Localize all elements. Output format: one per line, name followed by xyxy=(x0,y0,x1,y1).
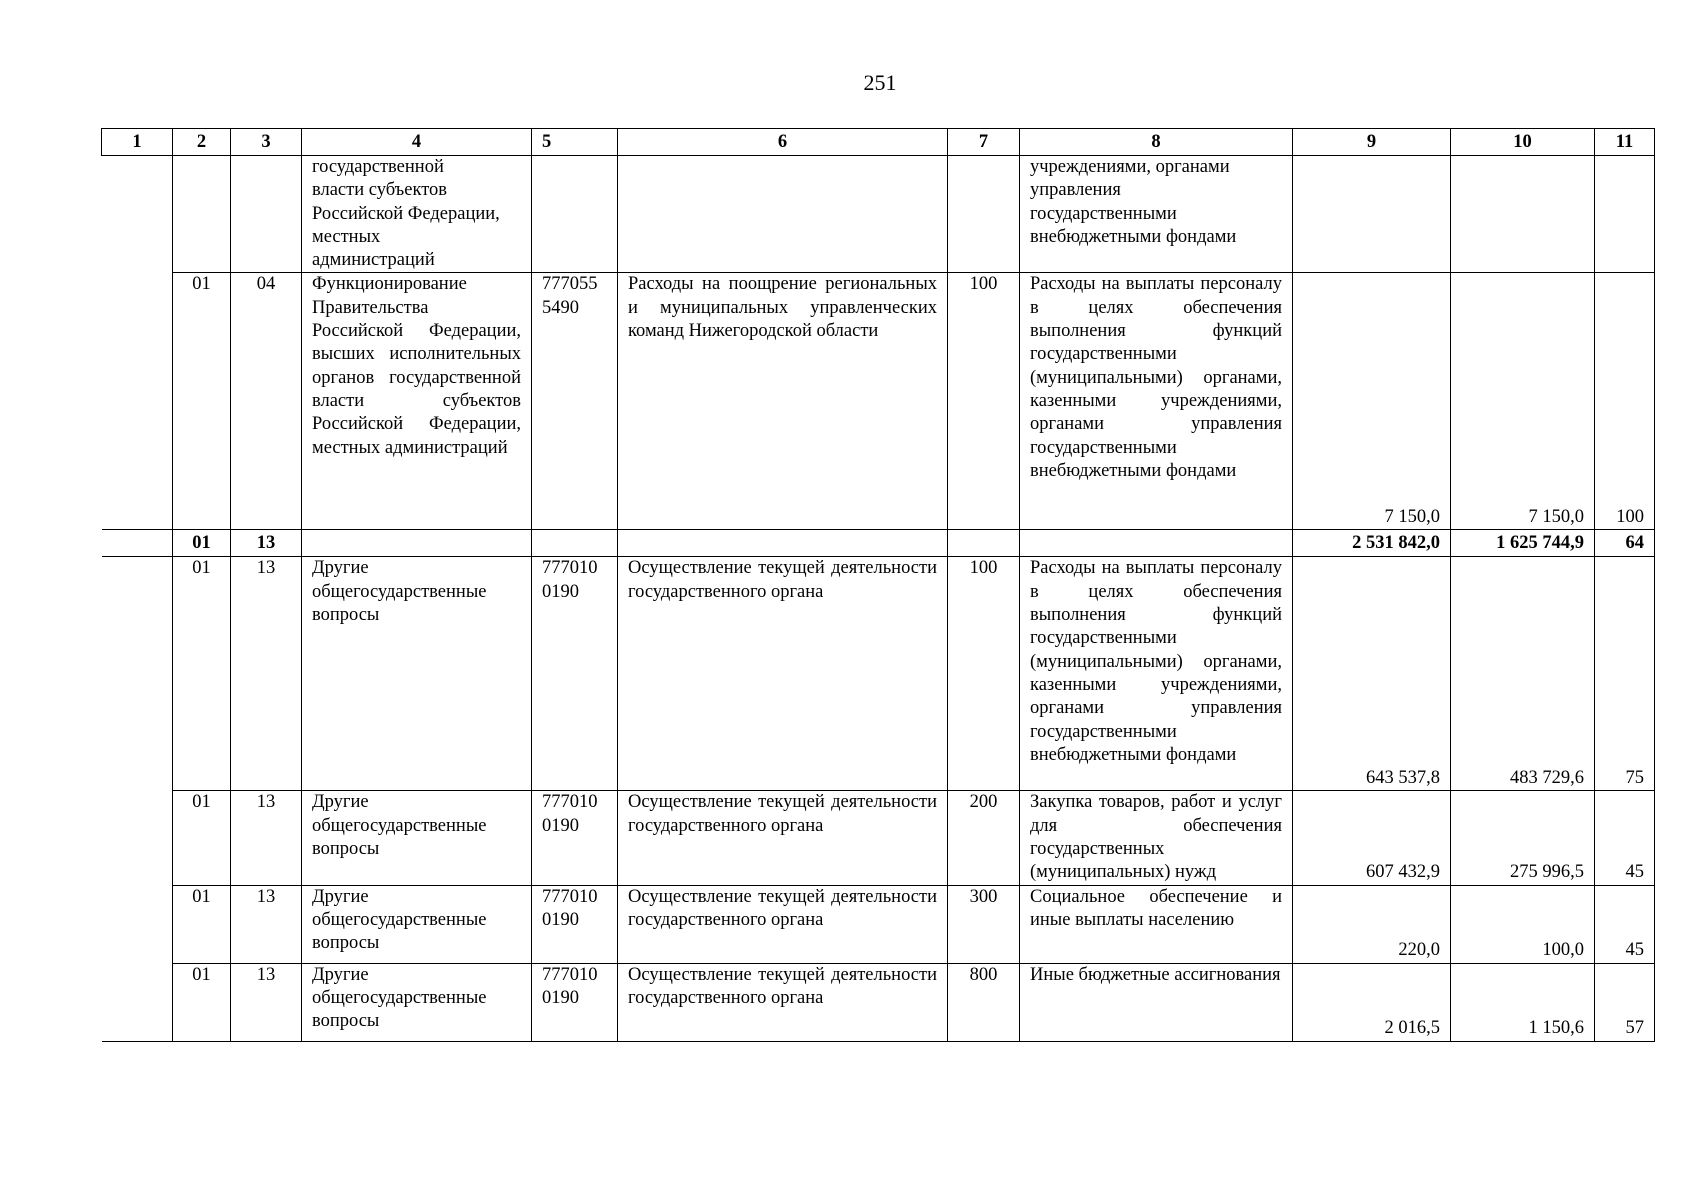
header-cell: 6 xyxy=(618,129,948,156)
cell-percent: 45 xyxy=(1595,885,1655,963)
cell-section xyxy=(102,530,173,557)
header-cell: 10 xyxy=(1451,129,1595,156)
cell-razdel: 01 xyxy=(173,530,231,557)
cell-podrazdel: 13 xyxy=(231,885,302,963)
cell-percent: 45 xyxy=(1595,791,1655,885)
cell-actual: 1 625 744,9 xyxy=(1451,530,1595,557)
cell-name: Другие общегосударственные вопросы xyxy=(302,557,532,791)
cell-target-name: Расходы на поощрение региональных и муниципальных управленческих команд Нижегородской области xyxy=(618,273,948,530)
cell-plan: 607 432,9 xyxy=(1293,791,1451,885)
budget-table xyxy=(101,128,1655,1042)
cell-target-code xyxy=(532,156,618,273)
cell-target-code: 777055 5490 xyxy=(532,273,618,530)
cell-target-name: Осуществление текущей деятельности государственного органа xyxy=(618,963,948,1041)
cell-percent: 75 xyxy=(1595,557,1655,791)
cell-percent: 100 xyxy=(1595,273,1655,530)
cell-plan: 643 537,8 xyxy=(1293,557,1451,791)
cell-expense-type: 100 xyxy=(948,273,1020,530)
cell-razdel: 01 xyxy=(173,963,231,1041)
cell-section xyxy=(102,963,173,1041)
table-row xyxy=(102,963,1655,1041)
table-row xyxy=(102,885,1655,963)
cell-podrazdel: 13 xyxy=(231,791,302,885)
cell-expense-type: 100 xyxy=(948,557,1020,791)
table-row xyxy=(102,557,1655,791)
cell-target-code: 777010 0190 xyxy=(532,885,618,963)
cell-razdel: 01 xyxy=(173,273,231,530)
cell-section xyxy=(102,273,173,530)
cell-name: государственной власти субъектов Российской Федерации, местных администраций xyxy=(302,156,532,273)
cell-target-name xyxy=(618,530,948,557)
cell-target-code: 777010 0190 xyxy=(532,557,618,791)
cell-name xyxy=(302,530,532,557)
header-cell: 11 xyxy=(1595,129,1655,156)
cell-podrazdel xyxy=(231,156,302,273)
cell-target-name: Осуществление текущей деятельности государственного органа xyxy=(618,791,948,885)
cell-expense-type: 200 xyxy=(948,791,1020,885)
table-row xyxy=(102,791,1655,885)
cell-expense-type xyxy=(948,156,1020,273)
cell-actual xyxy=(1451,156,1595,273)
cell-target-code: 777010 0190 xyxy=(532,791,618,885)
cell-expense-name xyxy=(1020,530,1293,557)
cell-target-name xyxy=(618,156,948,273)
cell-section xyxy=(102,791,173,885)
cell-expense-name: Иные бюджетные ассигнования xyxy=(1020,963,1293,1041)
page-number: 251 xyxy=(863,70,897,95)
cell-razdel: 01 xyxy=(173,791,231,885)
cell-percent: 64 xyxy=(1595,530,1655,557)
cell-expense-type xyxy=(948,530,1020,557)
cell-section xyxy=(102,557,173,791)
cell-section xyxy=(102,885,173,963)
cell-plan xyxy=(1293,156,1451,273)
cell-actual: 7 150,0 xyxy=(1451,273,1595,530)
cell-actual: 275 996,5 xyxy=(1451,791,1595,885)
cell-target-code: 777010 0190 xyxy=(532,963,618,1041)
cell-plan: 2 531 842,0 xyxy=(1293,530,1451,557)
cell-percent: 57 xyxy=(1595,963,1655,1041)
cell-percent xyxy=(1595,156,1655,273)
cell-plan: 7 150,0 xyxy=(1293,273,1451,530)
cell-actual: 483 729,6 xyxy=(1451,557,1595,791)
cell-section xyxy=(102,156,173,273)
table-row xyxy=(102,273,1655,530)
cell-expense-name: Расходы на выплаты персоналу в целях обеспечения выполнения функций государственными (муниципальными) органами, казенными учреждениями, органами управления государственными внебюджетными фондами xyxy=(1020,557,1293,791)
cell-target-name: Осуществление текущей деятельности государственного органа xyxy=(618,885,948,963)
cell-razdel: 01 xyxy=(173,885,231,963)
cell-expense-type: 800 xyxy=(948,963,1020,1041)
header-cell: 1 xyxy=(102,129,173,156)
cell-target-code xyxy=(532,530,618,557)
header-cell: 5 xyxy=(532,129,618,156)
header-cell: 9 xyxy=(1293,129,1451,156)
cell-actual: 1 150,6 xyxy=(1451,963,1595,1041)
cell-target-name: Осуществление текущей деятельности государственного органа xyxy=(618,557,948,791)
header-cell: 8 xyxy=(1020,129,1293,156)
cell-razdel xyxy=(173,156,231,273)
cell-expense-name: Социальное обеспечение и иные выплаты населению xyxy=(1020,885,1293,963)
table-row xyxy=(102,156,1655,273)
cell-plan: 220,0 xyxy=(1293,885,1451,963)
header-cell: 2 xyxy=(173,129,231,156)
cell-podrazdel: 13 xyxy=(231,963,302,1041)
cell-name: Другие общегосударственные вопросы xyxy=(302,963,532,1041)
header-row xyxy=(102,129,1655,156)
cell-plan: 2 016,5 xyxy=(1293,963,1451,1041)
cell-name: Функционирование Правительства Российской Федерации, высших исполнительных органов государственной власти субъектов Российской Федерации, местных администраций xyxy=(302,273,532,530)
cell-podrazdel: 13 xyxy=(231,530,302,557)
cell-expense-name: учреждениями, органами управления государственными внебюджетными фондами xyxy=(1020,156,1293,273)
cell-expense-type: 300 xyxy=(948,885,1020,963)
cell-name: Другие общегосударственные вопросы xyxy=(302,885,532,963)
cell-expense-name: Расходы на выплаты персоналу в целях обеспечения выполнения функций государственными (муниципальными) органами, казенными учреждениями, органами управления государственными внебюджетными фондами xyxy=(1020,273,1293,530)
header-cell: 3 xyxy=(231,129,302,156)
cell-razdel: 01 xyxy=(173,557,231,791)
cell-podrazdel: 04 xyxy=(231,273,302,530)
header-cell: 7 xyxy=(948,129,1020,156)
subtotal-row xyxy=(102,530,1655,557)
cell-expense-name: Закупка товаров, работ и услуг для обеспечения государственных (муниципальных) нужд xyxy=(1020,791,1293,885)
header-cell: 4 xyxy=(302,129,532,156)
cell-actual: 100,0 xyxy=(1451,885,1595,963)
cell-podrazdel: 13 xyxy=(231,557,302,791)
cell-name: Другие общегосударственные вопросы xyxy=(302,791,532,885)
